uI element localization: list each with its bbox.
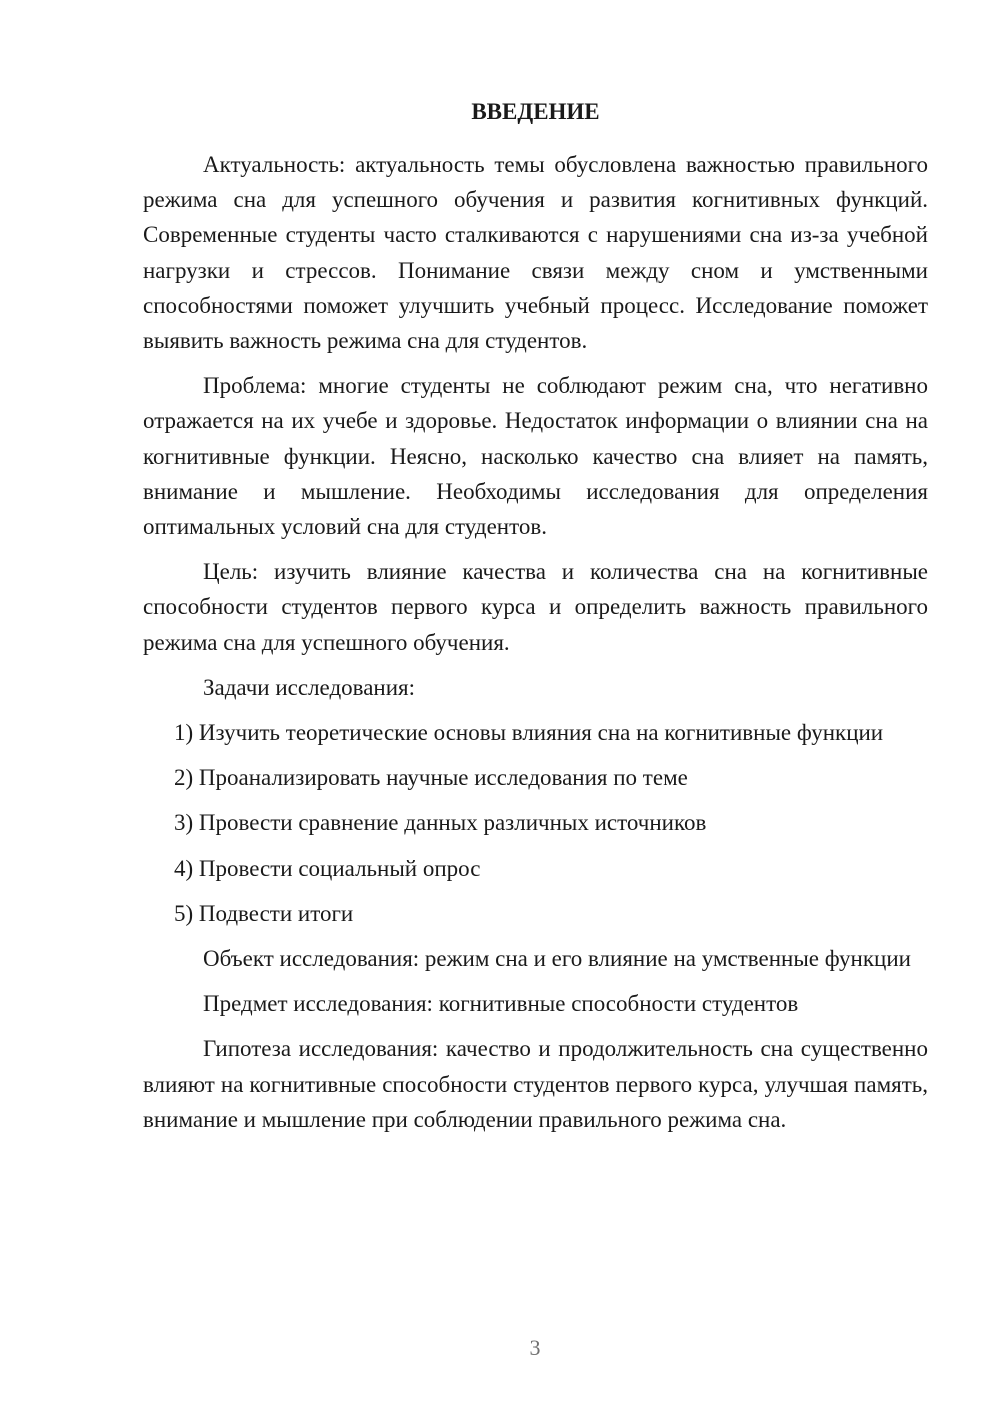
paragraph-goal: Цель: изучить влияние качества и количества сна на когнитивные способности студентов первого курса и определить важность правильного режима сна для успешного обучения. [143,559,928,655]
paragraph-object: Объект исследования: режим сна и его влияние на умственные функции [203,946,911,972]
tasks-heading: Задачи исследования: [203,674,416,700]
paragraph-hypothesis: Гипотеза исследования: качество и продолжительность сна существенно влияют на когнитивные способности студентов первого курса, улучшая память, внимание и мышление при соблюдении правильного режима сна. [143,1036,928,1132]
paragraph-problem: Проблема: многие студенты не соблюдают режим сна, что негативно отражается на их учебе и здоровье. Недостаток информации о влиянии сна на когнитивные функции. Неясно, насколько качество сна влияет на память, внимание и мышление. Необходимы исследования для определения оптимальных условий сна для студентов. [143,373,928,540]
list-item: 4) Провести социальный опрос [174,855,481,881]
page-number: 3 [529,1335,541,1360]
page-content [143,94,928,1147]
list-item: 2) Проанализировать научные исследования по теме [174,765,688,791]
list-item: 3) Провести сравнение данных различных источников [174,810,707,836]
tasks-list [143,715,928,931]
paragraph-relevance: Актуальность: актуальность темы обусловлена важностью правильного режима сна для успешного обучения и развития когнитивных функций. Современные студенты часто сталкиваются с нарушениями сна из-за учебной нагрузки и стрессов. Понимание связи между сном и умственными способностями поможет улучшить учебный процесс. Исследование поможет выявить важность режима сна для студентов. [143,152,928,354]
list-item: 5) Подвести итоги [174,900,354,926]
page-title: ВВЕДЕНИЕ [471,99,600,124]
paragraph-subject: Предмет исследования: когнитивные способности студентов [203,991,799,1017]
list-item: 1) Изучить теоретические основы влияния сна на когнитивные функции [174,720,884,746]
